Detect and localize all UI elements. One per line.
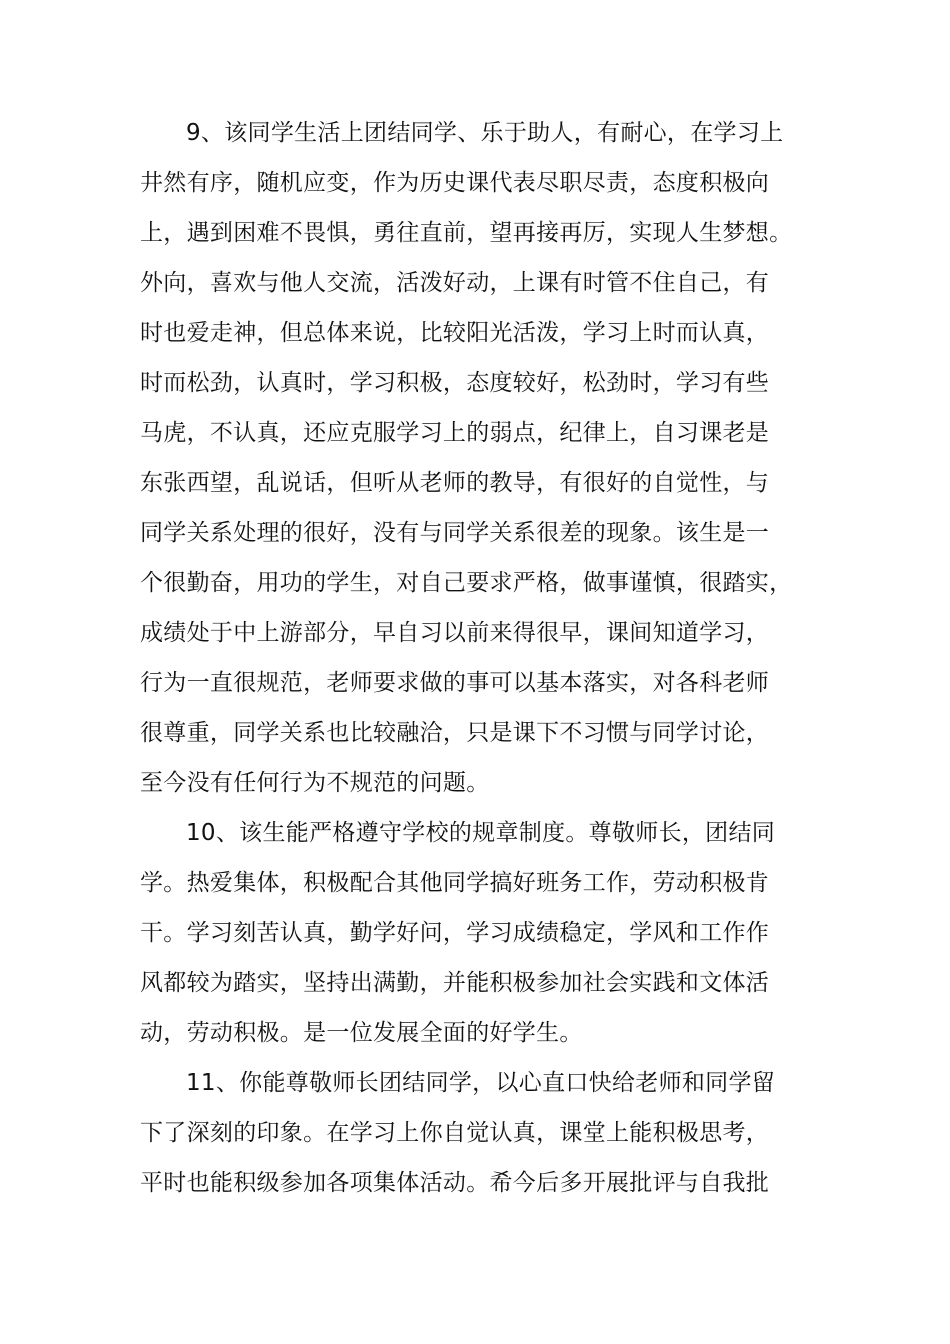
paragraph-9-line-7: 马虎，不认真，还应克服学习上的弱点，纪律上，自习课老是	[140, 420, 770, 446]
paragraph-11-line-2: 下了深刻的印象。在学习上你自觉认真，课堂上能积极思考，	[140, 1120, 770, 1146]
paragraph-9-line-8: 东张西望，乱说话，但听从老师的教导，有很好的自觉性，与	[140, 470, 770, 496]
document-body	[140, 108, 820, 1208]
paragraph-9-line-9: 同学关系处理的很好，没有与同学关系很差的现象。该生是一	[140, 520, 770, 546]
paragraph-9-line-12: 行为一直很规范，老师要求做的事可以基本落实，对各科老师	[140, 670, 770, 696]
paragraph-9-line-3: 上，遇到困难不畏惧，勇往直前，望再接再厉，实现人生梦想。	[140, 220, 793, 246]
paragraph-9-line-1: 9、该同学生活上团结同学、乐于助人，有耐心，在学习上	[186, 120, 784, 146]
paragraph-10-line-4: 风都较为踏实，坚持出满勤，并能积极参加社会实践和文体活	[140, 970, 770, 996]
paragraph-10-line-3: 干。学习刻苦认真，勤学好问，学习成绩稳定，学风和工作作	[140, 920, 770, 946]
paragraph-10-line-5: 动，劳动积极。是一位发展全面的好学生。	[140, 1020, 583, 1046]
paragraph-9-line-11: 成绩处于中上游部分，早自习以前来得很早，课间知道学习，	[140, 620, 770, 646]
paragraph-9-line-10: 个很勤奋，用功的学生，对自己要求严格，做事谨慎，很踏实，	[140, 570, 793, 596]
paragraph-11-line-1: 11、你能尊敬师长团结同学，以心直口快给老师和同学留	[186, 1070, 776, 1096]
paragraph-9-line-6: 时而松劲，认真时，学习积极，态度较好，松劲时，学习有些	[140, 370, 770, 396]
paragraph-10-line-1: 10、该生能严格遵守学校的规章制度。尊敬师长，团结同	[186, 820, 776, 846]
paragraph-9-line-2: 井然有序，随机应变，作为历史课代表尽职尽责，态度积极向	[140, 170, 770, 196]
paragraph-9-line-5: 时也爱走神，但总体来说，比较阳光活泼，学习上时而认真，	[140, 320, 770, 346]
paragraph-11-line-3: 平时也能积级参加各项集体活动。希今后多开展批评与自我批	[140, 1170, 770, 1196]
paragraph-9-line-14: 至今没有任何行为不规范的问题。	[140, 770, 490, 796]
paragraph-9-line-4: 外向，喜欢与他人交流，活泼好动，上课有时管不住自己，有	[140, 270, 770, 296]
paragraph-10-line-2: 学。热爱集体，积极配合其他同学搞好班务工作，劳动积极肯	[140, 870, 770, 896]
paragraph-9-line-13: 很尊重，同学关系也比较融洽，只是课下不习惯与同学讨论，	[140, 720, 770, 746]
